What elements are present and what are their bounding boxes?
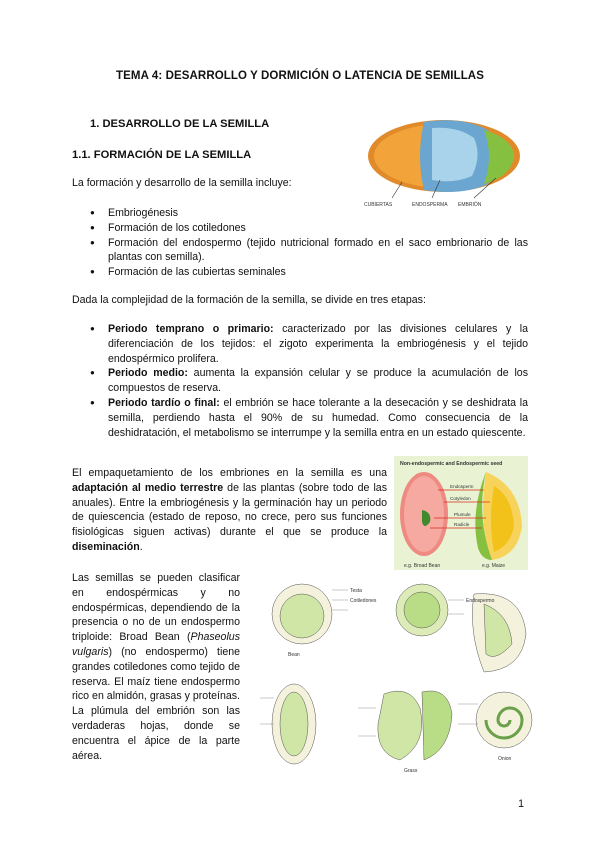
fig-label: Radicle <box>454 522 470 527</box>
list-item <box>88 396 528 440</box>
intro-text: La formación y desarrollo de la semilla incluye: <box>72 177 292 189</box>
seed-types-figure <box>252 574 542 774</box>
fig-label: Cotyledon <box>450 496 471 501</box>
fig-label: CUBIERTAS <box>364 202 393 208</box>
endosperm-comparison-figure <box>394 456 528 570</box>
formation-list <box>88 206 528 280</box>
list-item: ● Formación de las cubiertas seminales <box>88 265 528 280</box>
fig-caption: e.g. Maize <box>482 563 506 569</box>
stage-text: el embrión se hace tolerante a la desecación y se deshidrata la semilla, perdiendo hasta el 90% de su humedad. Como consecuencia de la deshidratación, el metabolismo se interrumpe y la semilla entra en un estado quiescente. <box>108 396 528 439</box>
stages-list <box>88 322 528 440</box>
fig-label: ENDOSPERMA <box>412 202 448 208</box>
fig-label: Cotiledones <box>350 598 377 604</box>
classification-paragraph: Las semillas se pueden clasificar en endospérmicas y no endospérmicas, dependiendo de la presencia o no de un endospermo triploide: Broad Bean (Phaseolus vulgaris) (no endospermo) tiene grandes cotiledones como tejido de reserva. El maíz tiene endospermo rico en almidón, grasas y proteínas. La plúmula del embrión son las verdaderas hojas, donde se encuentra el ápice de la parte aérea. <box>72 572 240 762</box>
figure-title: Non-endospermic and Endospermic seed <box>400 461 503 467</box>
section-heading: 1. DESARROLLO DE LA SEMILLA <box>90 118 270 130</box>
stage-term: Periodo temprano o primario: <box>108 323 274 335</box>
list-item: ● Formación del endospermo (tejido nutricional formado en el saco embrionario de las plantas con semilla). <box>88 236 528 266</box>
fig-label: Plumule <box>454 512 471 517</box>
fig-label: Endosperm <box>450 484 474 489</box>
list-item: ● Embriogénesis <box>88 206 528 221</box>
subsection-heading: 1.1. FORMACIÓN DE LA SEMILLA <box>72 149 252 161</box>
fig-label: Testa <box>350 588 362 594</box>
stage-term: Periodo tardío o final: <box>108 396 220 409</box>
fig-caption: e.g. Broad Bean <box>404 563 441 569</box>
seed-section-figure <box>362 108 522 212</box>
fig-label: EMBRIÓN <box>458 202 482 208</box>
stage-text: aumenta la expansión celular y se produce la acumulación de los compuestos de reserva. <box>108 367 528 395</box>
list-item <box>88 366 528 396</box>
stage-text: caracterizado por las divisiones celulares y la diferenciación de los tejidos: el zigoto experimenta la embriogénesis y el tejido endospérmico prolifera. <box>108 323 528 365</box>
stage-term: Periodo medio: <box>108 367 188 380</box>
stages-intro: Dada la complejidad de la formación de la semilla, se divide en tres etapas: <box>72 294 426 306</box>
fig-label: Bean <box>288 652 300 658</box>
fig-label: Grass <box>404 768 418 774</box>
fig-label: Endospermo <box>466 598 495 604</box>
page-number: 1 <box>518 798 524 810</box>
fig-label: Onion <box>498 756 512 762</box>
packaging-paragraph: El empaquetamiento de los embriones en la semilla es una adaptación al medio terrestre de las plantas (sobre todo de las anuales). Entre la embriogénesis y la germinación hay un periodo de quiescencia (estado de reposo, no crece, pero sus funciones fisiológicas siguen activas) durante el que se produce la diseminación. <box>72 467 387 553</box>
list-item <box>88 322 528 366</box>
list-item: ● Formación de los cotiledones <box>88 221 528 236</box>
page-title: TEMA 4: DESARROLLO Y DORMICIÓN O LATENCIA DE SEMILLAS <box>116 70 484 82</box>
